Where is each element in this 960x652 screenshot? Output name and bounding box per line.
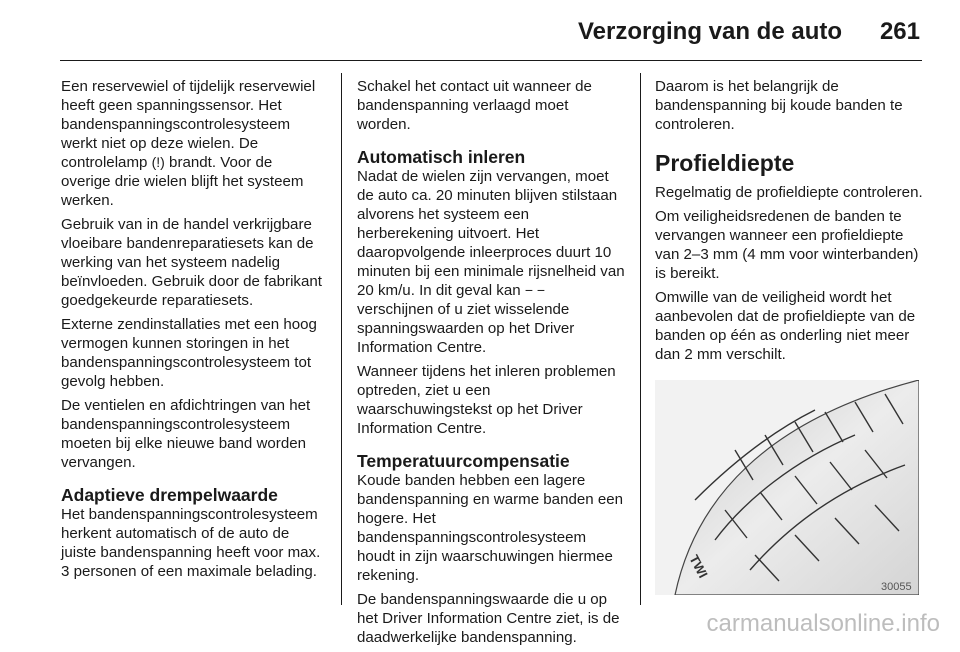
paragraph: Koude banden hebben een lagere bandenspanning en warme banden een hogere. Het bandenspanningscontrolesysteem houdt in zijn waarschuwingen hiermee rekening. [357, 472, 624, 584]
paragraph-text: Nadat de wielen zijn vervangen, moet de auto ca. 20 minuten blijven stilstaan alvorens het systeem een herberekening uitvoert. Het daaropvolgende inleerproces duurt 10 minuten bij een minimale rijsnelheid van 20 km/u. In dit geval kan [357, 168, 625, 299]
page-header [0, 0, 960, 62]
paragraph: Het bandenspanningscontrolesysteem herkent automatisch of de auto de juiste bandenspanning heeft voor max. 3 personen of een maximale belading. [61, 506, 321, 580]
header-rule [60, 60, 922, 61]
dash-display-icon: − − [524, 282, 546, 298]
paragraph: Daarom is het belangrijk de bandenspanning bij koude banden te controleren. [655, 78, 903, 133]
paragraph-text: Een reservewiel of tijdelijk reservewiel heeft geen spanningssensor. Het bandenspanningscontrolesysteem werkt niet op deze wielen. De controlelamp [61, 78, 316, 171]
paragraph [357, 167, 625, 357]
section-heading: Automatisch inleren [357, 147, 526, 167]
paragraph: Omwille van de veiligheid wordt het aanbevolen dat de profieldiepte van de banden op één as onderling niet meer dan 2 mm verschilt. [655, 289, 916, 363]
tire-pressure-warning-icon: (!) [151, 154, 165, 170]
tire-tread-illustration [655, 380, 919, 595]
paragraph [61, 77, 325, 210]
paragraph: Om veiligheidsredenen de banden te vervangen wanneer een profieldiepte van 2–3 mm (4 mm voor winterbanden) is bereikt. [655, 208, 919, 282]
column-right [655, 77, 923, 369]
paragraph: Schakel het contact uit wanneer de bandenspanning verlaagd moet worden. [357, 78, 592, 133]
section-heading: Temperatuurcompensatie [357, 451, 570, 471]
column-divider [341, 73, 342, 605]
watermark: carmanualsonline.info [706, 610, 940, 637]
paragraph: Gebruik van in de handel verkrijgbare vloeibare bandenreparatiesets kan de werking van het systeem nadelig beïnvloeden. Gebruik door de fabrikant goedgekeurde reparatiesets. [61, 216, 322, 309]
paragraph: De ventielen en afdichtringen van het bandenspanningscontrolesysteem moeten bij elke nieuwe band worden vervangen. [61, 397, 311, 471]
column-middle [357, 77, 625, 652]
paragraph-text: brandt. Voor de overige drie wielen blijft het systeem werken. [61, 154, 304, 209]
tread-mark-label: TWI [686, 552, 711, 581]
chapter-heading: Profieldiepte [655, 150, 795, 176]
page-number: 261 [879, 18, 920, 45]
column-left [61, 77, 325, 586]
section-heading: Adaptieve drempelwaarde [61, 485, 278, 505]
paragraph: Wanneer tijdens het inleren problemen optreden, ziet u een waarschuwingstekst op het Driver Information Centre. [357, 363, 616, 437]
paragraph: De bandenspanningswaarde die u op het Driver Information Centre ziet, is de daadwerkelijke bandenspanning. [357, 591, 620, 646]
page-title: Verzorging van de auto [577, 18, 842, 45]
paragraph: Externe zendinstallaties met een hoog vermogen kunnen storingen in het bandenspanningscontrolesysteem tot gevolg hebben. [61, 316, 317, 390]
column-divider [640, 73, 641, 605]
paragraph: Regelmatig de profieldiepte controleren. [655, 184, 923, 201]
figure-code: 30055 [881, 581, 912, 593]
paragraph-text: verschijnen of u ziet wisselende spanningswaarden op het Driver Information Centre. [357, 301, 575, 356]
